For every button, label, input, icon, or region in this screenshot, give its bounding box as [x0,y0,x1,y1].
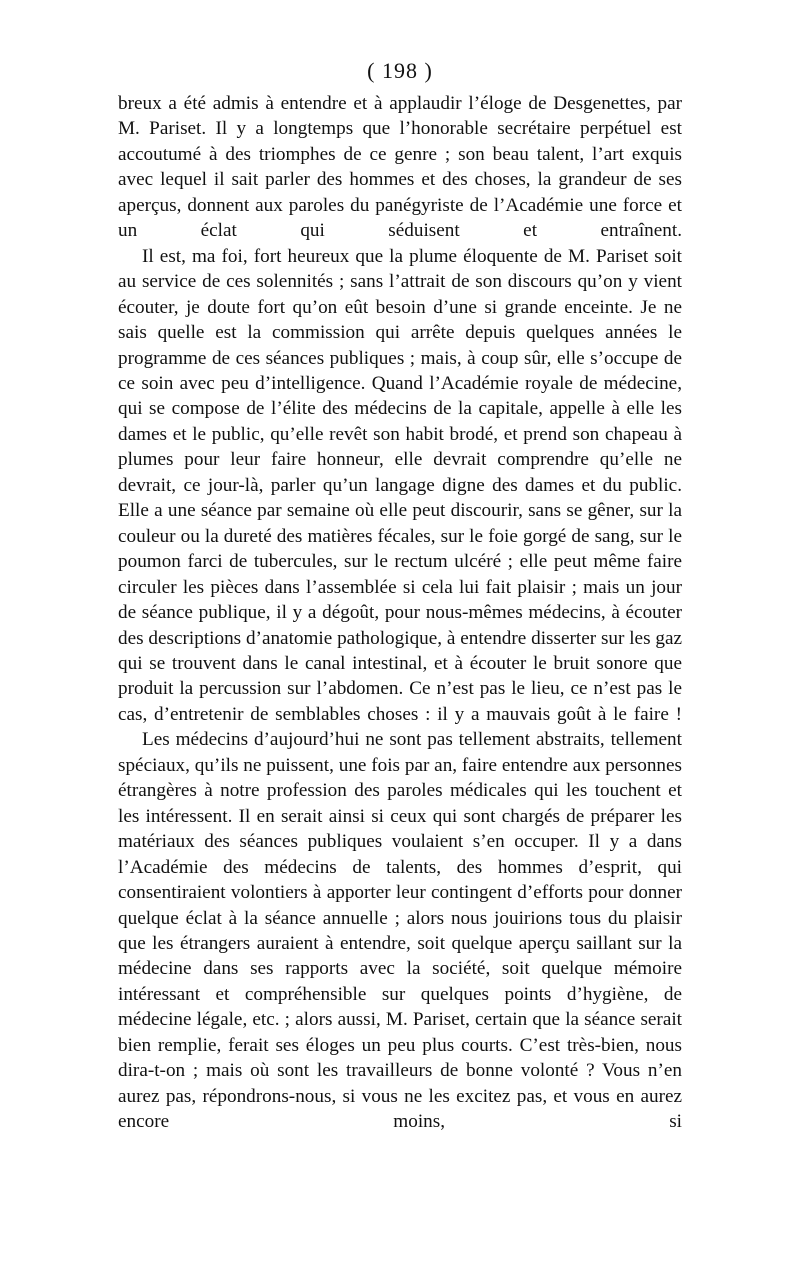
paragraph-2: Il est, ma foi, fort heureux que la plume éloquente de M. Pariset soit au service de ces solennités ; sans l’attrait de son discours qu’on y vient écouter, je doute fort qu’on eût besoin d’une si grande enceinte. Je ne sais quelle est la commission qui arrête depuis quelques années le programme de ces séances publiques ; mais, à coup sûr, elle s’occupe de ce soin avec peu d’intelligence. Quand l’Académie royale de médecine, qui se compose de l’élite des médecins de la capitale, appelle à elle les dames et le public, qu’elle revêt son habit brodé, et prend son chapeau à plumes pour leur faire honneur, elle devrait comprendre qu’elle ne devrait, ce jour-là, parler qu’un langage digne des dames et du public. Elle a une séance par semaine où elle peut discourir, sans se gêner, sur la couleur ou la dureté des matières fécales, sur le foie gorgé de sang, sur le poumon farci de tubercules, sur le rectum ulcéré ; elle peut même faire circuler les pièces dans l’assemblée si cela lui fait plaisir ; mais un jour de séance publique, il y a dégoût, pour nous-mêmes médecins, à écouter des descriptions d’anatomie pathologique, à entendre disserter sur les gaz qui se trouvent dans le canal intestinal, et à écouter le bruit sonore que produit la percussion sur l’abdomen. Ce n’est pas le lieu, ce n’est pas le cas, d’entretenir de semblables choses : il y a mauvais goût à le faire ! [118,245,682,725]
page-number: ( 198 ) [367,58,433,83]
paragraph-3: Les médecins d’aujourd’hui ne sont pas tellement abstraits, tellement spéciaux, qu’ils ne puissent, une fois par an, faire entendre aux personnes étrangères à notre profession des paroles médicales qui les touchent et les intéressent. Il en serait ainsi si ceux qui sont chargés de préparer les matériaux des séances publiques voulaient s’en occuper. Il y a dans l’Académie des médecins de talents, des hommes d’esprit, qui consentiraient volontiers à apporter leur contingent d’efforts pour donner quelque éclat à la séance annuelle ; alors nous jouirions tous du plaisir que les étrangers auraient à entendre, soit quelque aperçu saillant sur la médecine dans ses rapports avec la société, soit quelque mémoire intéressant et compréhensible sur quelques points d’hygiène, de médecine légale, etc. ; alors aussi, M. Pariset, certain que la séance serait bien remplie, ferait ses éloges un peu plus courts. C’est très-bien, nous dira-t-on ; mais où sont les travailleurs de bonne volonté ? Vous n’en aurez pas, répondrons-nous, si vous ne les excitez pas, et vous en aurez encore moins, si [118,729,682,1133]
body-text [118,91,682,1135]
paragraph-1: breux a été admis à entendre et à applaudir l’éloge de Desgenettes, par M. Pariset. Il y a longtemps que l’honorable secrétaire perpétuel est accoutumé à des triomphes de ce genre ; son beau talent, l’art exquis avec lequel il sait parler des hommes et des choses, la grandeur de ses aperçus, donnent aux paroles du panégyriste de l’Académie une force et un éclat qui séduisent et entraînent. [118,93,682,242]
